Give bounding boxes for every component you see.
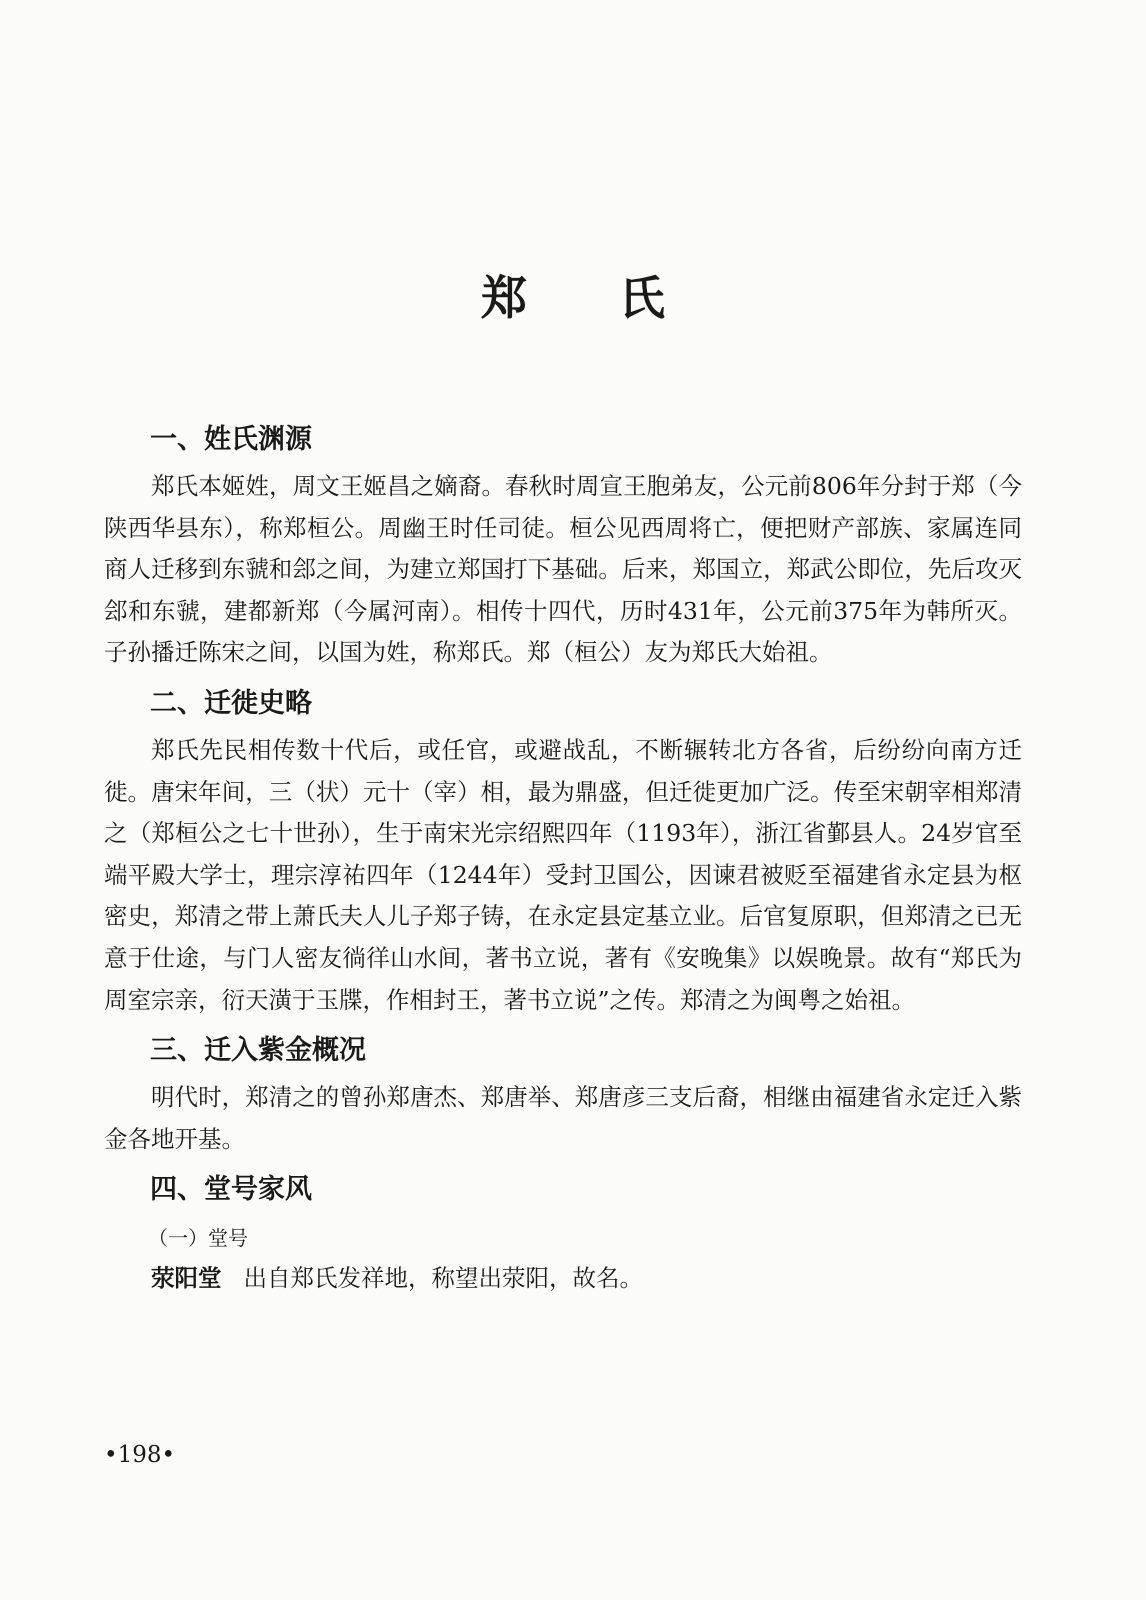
section-origin [104,420,1022,674]
section-heading: 四、堂号家风 [150,1174,312,1206]
hall-name: 荥阳堂 [151,1264,222,1293]
paragraph: 郑氏先民相传数十代后，或任官，或避战乱，不断辗转北方各省，后纷纷向南方迁徙。唐宋年间，三（状）元十（宰）相，最为鼎盛，但迁徙更加广泛。传至宋朝宰相郑清之（郑桓公之七十世孙），生于南宋光宗绍熙四年（1193年），浙江省鄞县人。24岁官至端平殿大学士，理宗淳祐四年（1244年）受封卫国公，因谏君被贬至福建省永定县为枢密史，郑清之带上萧氏夫人儿子郑子铸，在永定县定基立业。后官复原职，但郑清之已无意于仕途，与门人密友徜徉山水间，著书立说，著有《安晚集》以娱晚景。故有“郑氏为周室宗亲，衍天潢于玉牒，作相封王，著书立说”之传。郑清之为闽粤之始祖。 [104,735,1022,1014]
subsection-heading: （一）堂号 [148,1226,248,1251]
section-heading: 一、姓氏渊源 [150,424,312,455]
title-char-1: 郑 [481,271,527,325]
hall-description: 出自郑氏发祥地，称望出荥阳，故名。 [243,1264,643,1293]
paragraph: 郑氏本姬姓，周文王姬昌之嫡裔。春秋时周宣王胞弟友，公元前806年分封于郑（今陕西华县东），称郑桓公。周幽王时任司徒。桓公见西周将亡，便把财产部族、家属连同商人迁移到东虢和郐之间，为建立郑国打下基础。后来，郑国立，郑武公即位，先后攻灭郐和东虢，建都新郑（今属河南）。相传十四代，历时431年，公元前375年为韩所灭。子孙播迁陈宋之间，以国为姓，称郑氏。郑（桓公）友为郑氏大始祖。 [104,472,1022,667]
title-char-2: 氏 [619,271,665,325]
page-number: •198• [104,1442,176,1468]
section-migration [104,684,1022,1021]
hall-entry [104,1258,1022,1298]
section-zijin [104,1031,1022,1160]
section-hall [104,1170,1022,1298]
section-heading: 三、迁入紫金概况 [150,1035,366,1067]
page-title [0,262,1146,328]
paragraph: 明代时，郑清之的曾孙郑唐杰、郑唐举、郑唐彦三支后裔，相继由福建省永定迁入紫金各地开基。 [104,1083,1022,1153]
section-heading: 二、迁徙史略 [150,687,312,719]
article-body [104,420,1022,1298]
